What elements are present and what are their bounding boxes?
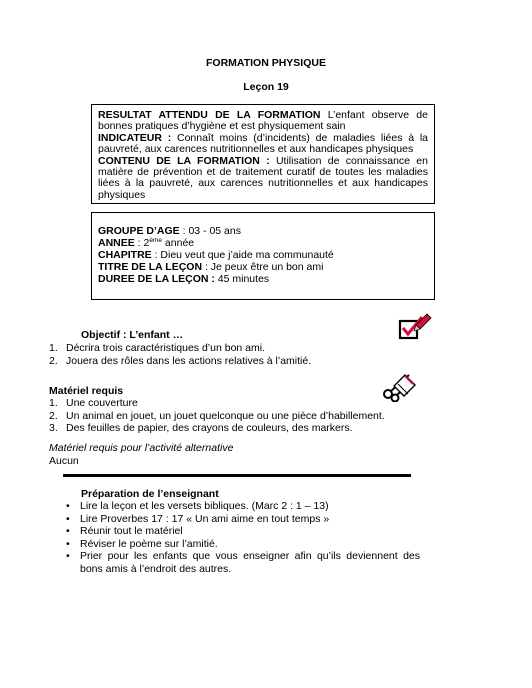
materiel-heading: Matériel requis <box>49 385 124 397</box>
list-number: 3. <box>49 422 58 434</box>
titre-label: TITRE DE LA LEÇON <box>98 261 203 273</box>
objectif-list <box>49 342 449 367</box>
duree-value: 45 minutes <box>214 273 270 285</box>
indicateur-text: Connaît moins (d’incidents) de maladies liées à la pauvreté, aux carences nutritionnelles et aux handicapes physiques <box>98 131 428 156</box>
list-number: 2. <box>49 409 58 422</box>
indicateur-label: INDICATEUR : <box>98 131 172 144</box>
chapitre-line <box>98 249 428 261</box>
resultat-paragraph <box>98 110 428 133</box>
list-item <box>63 513 420 526</box>
preparation-list <box>63 500 420 575</box>
groupe-value: : 03 - 05 ans <box>179 225 241 237</box>
list-text: Jouera des rôles dans les actions relatives à l’amitié. <box>66 354 312 367</box>
list-text: Réviser le poème sur l’amitié. <box>80 537 218 550</box>
groupe-label: GROUPE D’AGE <box>98 225 180 237</box>
resultat-label: RESULTAT ATTENDU DE LA FORMATION <box>98 109 321 121</box>
preparation-heading: Préparation de l’enseignant <box>81 488 219 500</box>
list-text: Réunir tout le matériel <box>80 525 183 537</box>
contenu-label: CONTENU DE LA FORMATION : <box>98 154 270 167</box>
list-item <box>49 422 469 435</box>
list-text: Une couverture <box>66 397 138 409</box>
annee-label: ANNEE <box>98 237 135 249</box>
annee-superscript: ème <box>149 237 163 244</box>
alt-material-value: Aucun <box>49 455 79 467</box>
materiel-list <box>49 397 469 435</box>
section-divider <box>63 474 411 477</box>
checkbox-pencil-icon <box>398 313 432 341</box>
duree-line <box>98 273 428 285</box>
list-text: Lire la leçon et les versets bibliques. (Marc 2 : 1 – 13) <box>80 500 329 512</box>
list-item <box>63 538 420 551</box>
titre-value: : Je peux être un bon ami <box>202 261 324 273</box>
list-text: Lire Proverbes 17 : 17 « Un ami aime en tout temps » <box>80 512 330 525</box>
contenu-paragraph <box>98 156 428 202</box>
titre-line <box>98 261 428 273</box>
list-item <box>49 342 449 355</box>
contenu-text: Utilisation de connaissance en matière de prévention et de traitement curatif de toutes les maladies liées à la pauvreté, aux carences nutritionnelles et aux handicapes physiques <box>98 154 428 201</box>
bullet: • <box>66 537 70 550</box>
lesson-number: Leçon 19 <box>243 81 289 93</box>
list-text: Décrira trois caractéristiques d’un bon ami. <box>66 342 265 354</box>
scissors-crayon-icon <box>382 372 416 402</box>
list-number: 1. <box>49 397 58 409</box>
groupe-line <box>98 225 428 237</box>
lesson-info-box <box>91 212 435 300</box>
objectif-heading: Objectif : L’enfant … <box>81 329 184 341</box>
list-item <box>63 550 420 575</box>
annee-line <box>98 237 428 249</box>
bullet: • <box>66 500 70 512</box>
indicateur-paragraph <box>98 133 428 156</box>
list-item <box>49 410 469 423</box>
bullet: • <box>66 550 70 562</box>
list-text: Des feuilles de papier, des crayons de couleurs, des markers. <box>66 422 353 434</box>
list-number: 1. <box>49 342 58 354</box>
results-box <box>91 104 435 204</box>
alt-material-label: Matériel requis pour l’activité alternative <box>49 442 234 454</box>
bullet: • <box>66 525 70 537</box>
duree-label: DUREE DE LA LEÇON : <box>98 273 215 285</box>
list-text: Un animal en jouet, un jouet quelconque ou une pièce d’habillement. <box>66 409 385 422</box>
resultat-text: L’enfant observe de bonnes pratiques d’hygiène et est physiquement sain <box>98 109 428 133</box>
annee-value: : 2 <box>134 237 150 249</box>
list-item <box>63 525 420 538</box>
page-title: FORMATION PHYSIQUE <box>206 57 326 69</box>
chapitre-label: CHAPITRE <box>98 249 152 261</box>
list-text: Prier pour les enfants que vous enseigner afin qu’ils deviennent des bons amis à l’endroit des autres. <box>80 550 420 575</box>
chapitre-value: : Dieu veut que j’aide ma communauté <box>151 249 334 261</box>
annee-value-suffix: année <box>162 237 195 249</box>
list-number: 2. <box>49 354 58 367</box>
list-item <box>63 500 420 513</box>
list-item <box>49 355 449 368</box>
bullet: • <box>66 512 70 525</box>
